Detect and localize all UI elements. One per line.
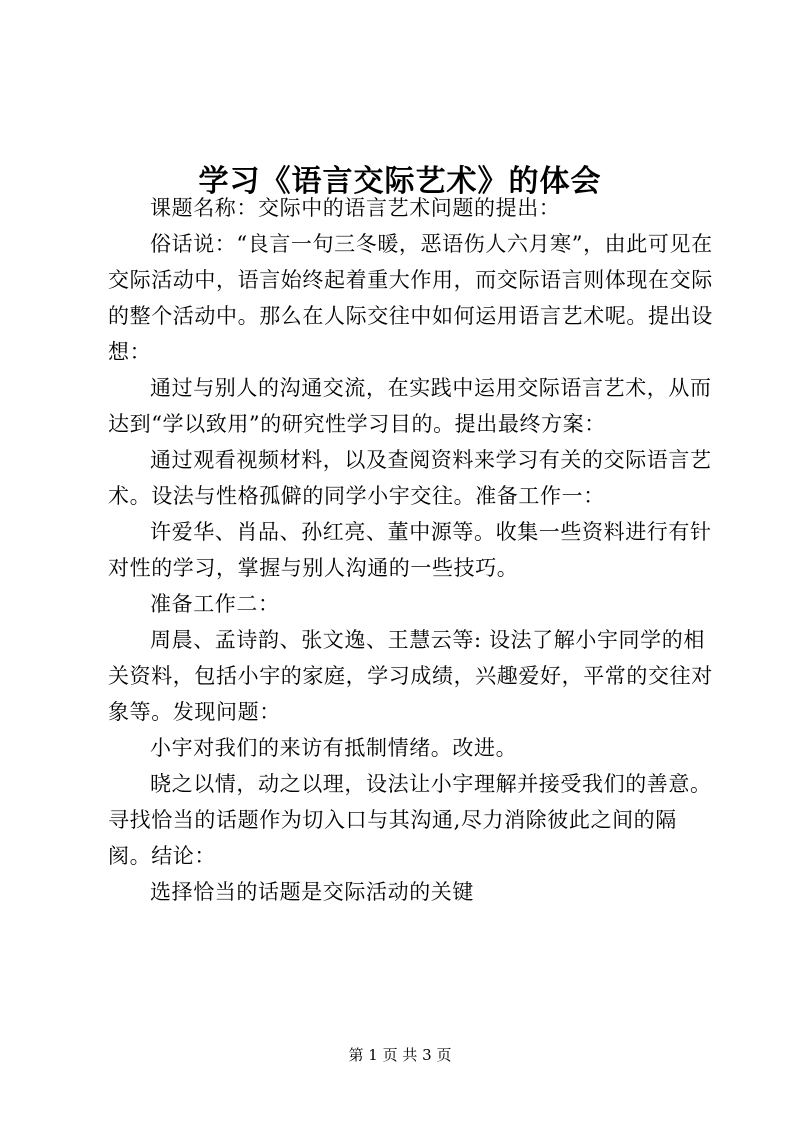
paragraph: 周晨、孟诗韵、张文逸、王慧云等: 设法了解小宇同学的相关资料，包括小宇的家庭，学习成绩，兴趣爱好，平常的交往对象等。发现问题： — [108, 628, 713, 724]
paragraph: 俗话说：“良言一句三冬暖，恶语伤人六月寒”，由此可见在交际活动中，语言始终起着重大作用，而交际语言则体现在交际的整个活动中。那么在人际交往中如何运用语言艺术呢。提出设想： — [108, 232, 713, 364]
paragraph: 选择恰当的话题是交际活动的关键 — [150, 880, 474, 904]
paragraph: 准备工作二： — [150, 592, 280, 616]
paragraph: 通过与别人的沟通交流，在实践中运用交际语言艺术，从而达到“学以致用”的研究性学习目的。提出最终方案： — [108, 376, 712, 436]
paragraph: 晓之以情，动之以理，设法让小宇理解并接受我们的善意。寻找恰当的话题作为切入口与其沟通,尽力消除彼此之间的隔阂。结论： — [108, 772, 712, 868]
paragraph: 小宇对我们的来访有抵制情绪。改进。 — [150, 736, 518, 760]
paragraph: 通过观看视频材料，以及查阅资料来学习有关的交际语言艺术。设法与性格孤僻的同学小宇交往。准备工作一： — [108, 448, 712, 508]
page-footer: 第 1 页 共 3 页 — [348, 1046, 452, 1064]
document-title: 学习《语言交际艺术》的体会 — [198, 164, 602, 200]
paragraph: 许爱华、肖品、孙红亮、董中源等。收集一些资料进行有针对性的学习，掌握与别人沟通的一些技巧。 — [108, 520, 712, 580]
paragraph: 课题名称：交际中的语言艺术问题的提出： — [150, 196, 561, 220]
document-body — [108, 190, 720, 910]
